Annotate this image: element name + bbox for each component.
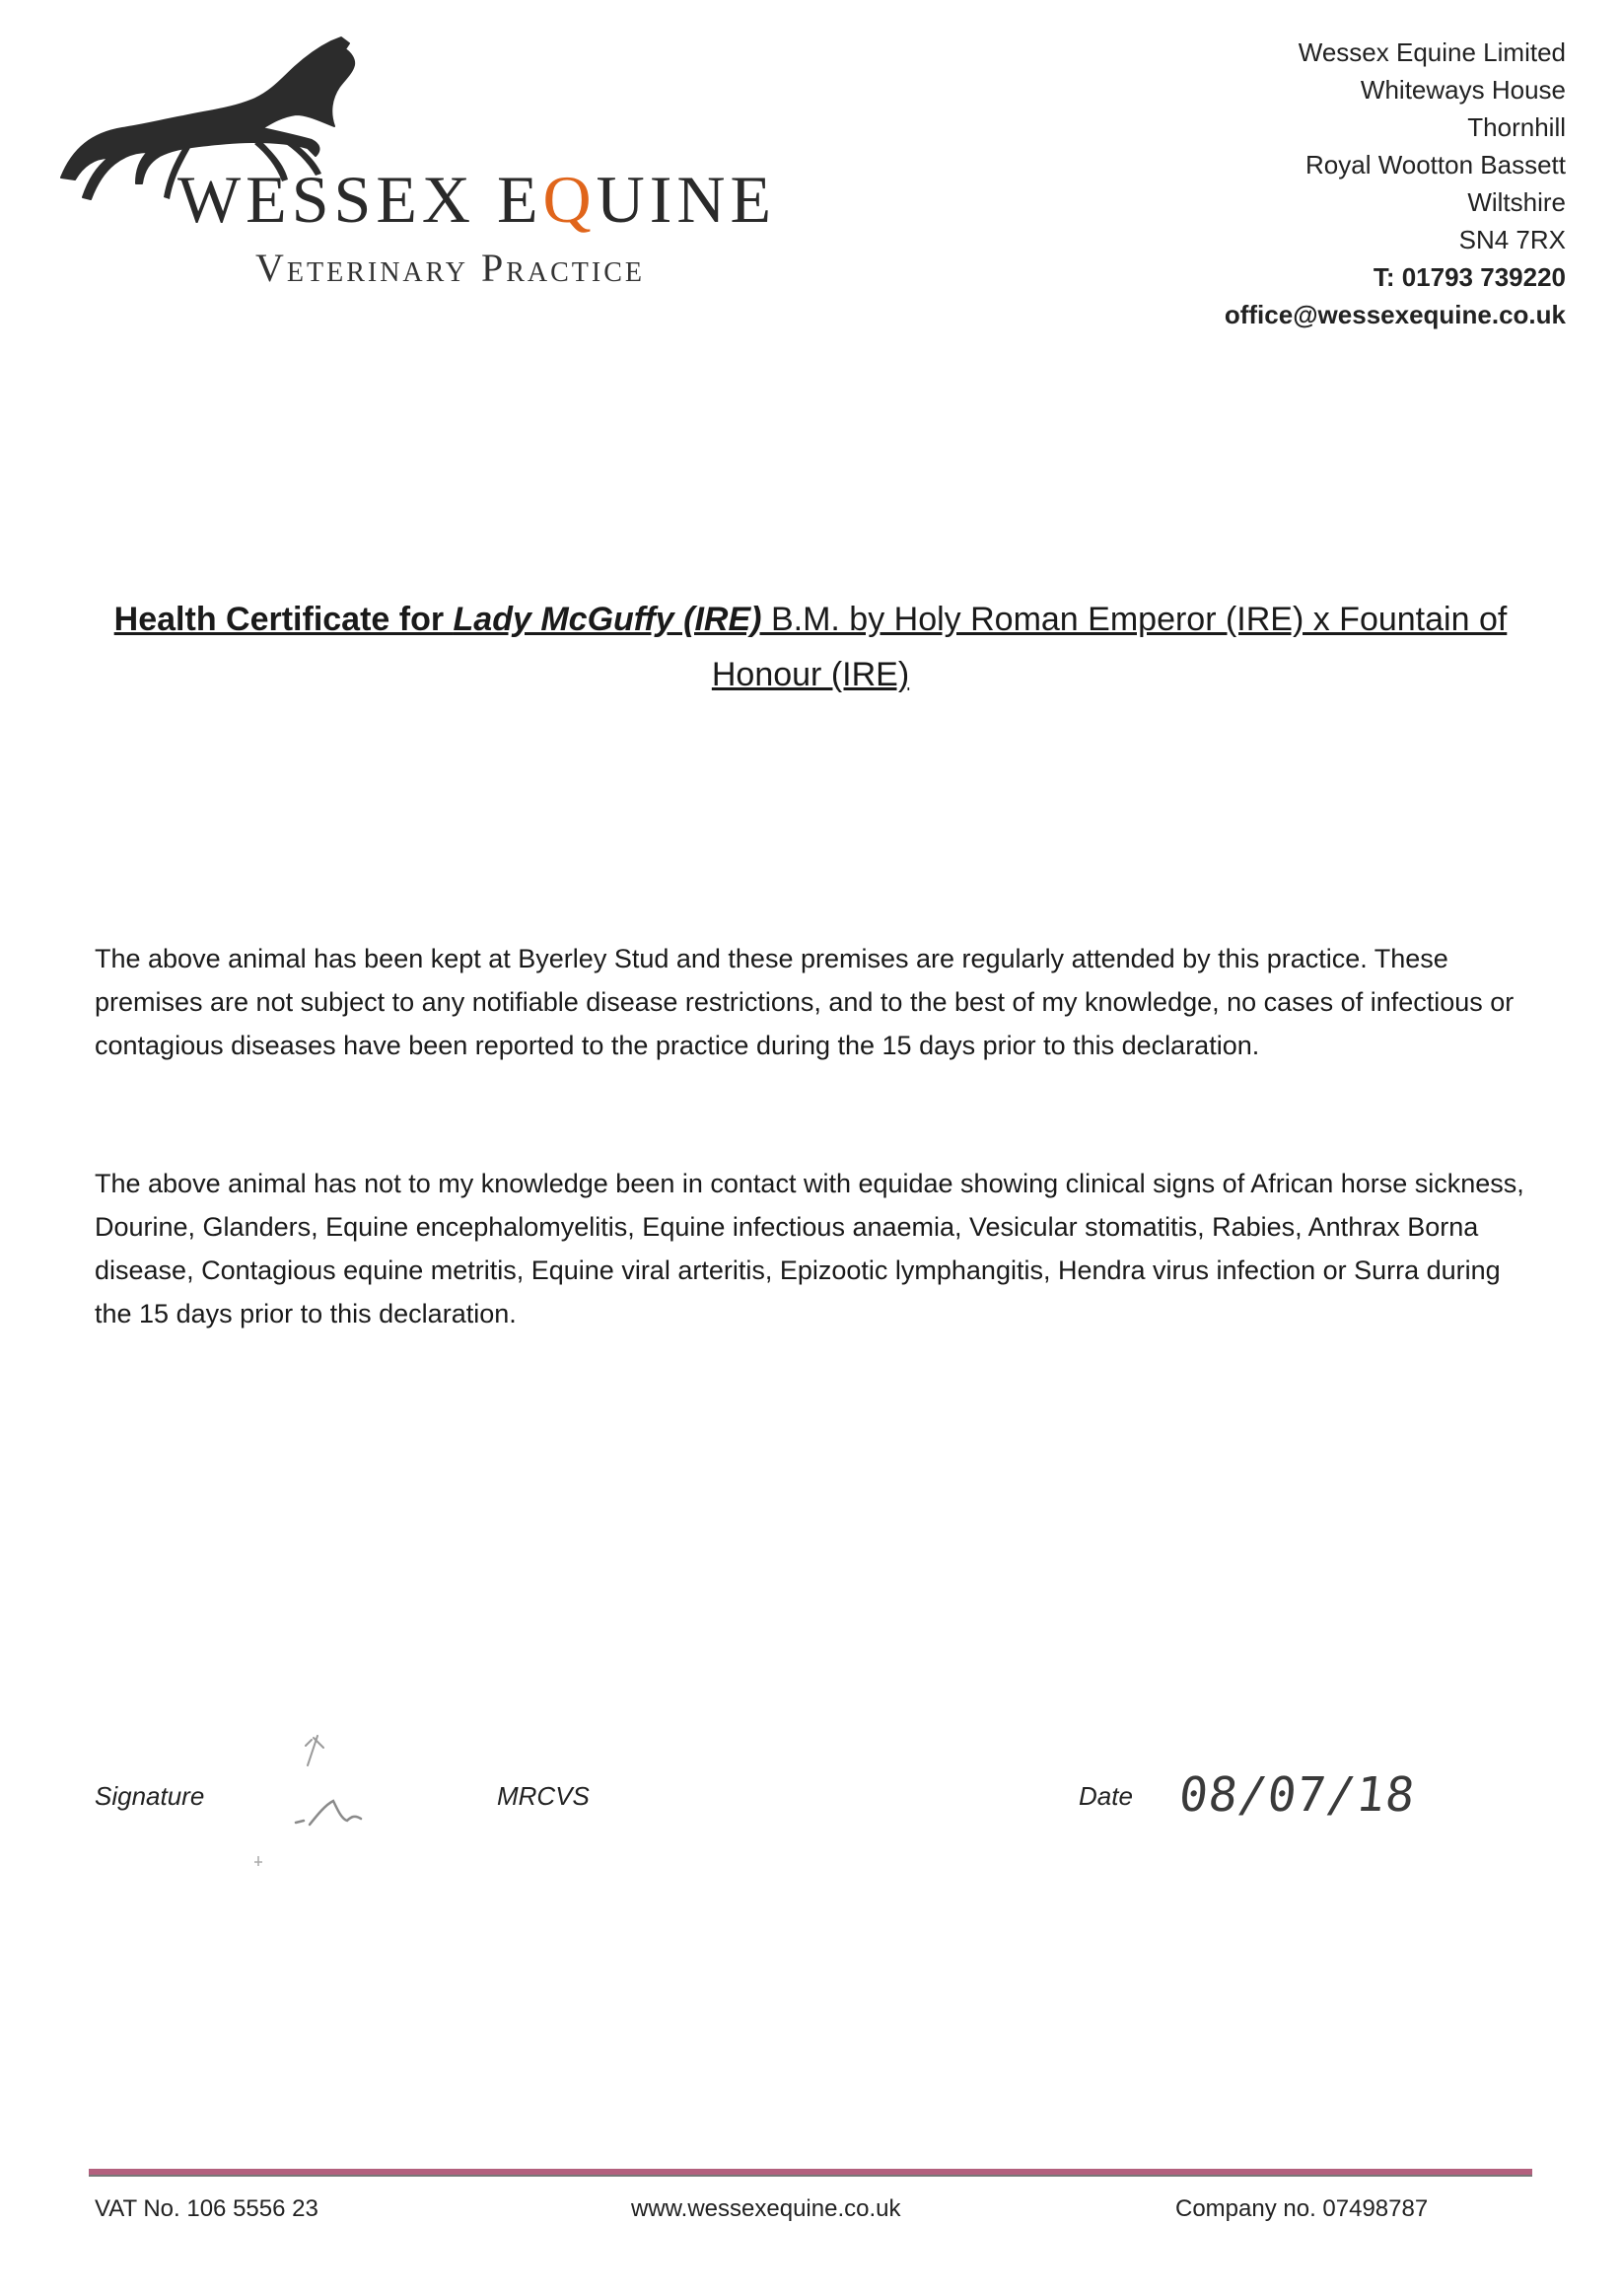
address-town: Royal Wootton Bassett — [1305, 150, 1566, 179]
logo-title: WESSEX EQUINE — [177, 162, 777, 237]
address-postcode: SN4 7RX — [1458, 225, 1566, 254]
logo-subtitle: Veterinary Practice — [255, 246, 646, 290]
company-number: Company no. 07498787 — [1175, 2195, 1429, 2222]
address-building: Whiteways House — [1360, 75, 1566, 105]
footer-divider — [89, 2169, 1532, 2177]
phone-number: T: 01793 739220 — [1373, 262, 1566, 292]
handwritten-date: 08/07/18 — [1176, 1767, 1419, 1823]
vat-number: VAT No. 106 5556 23 — [95, 2195, 318, 2222]
practice-logo — [53, 30, 803, 290]
certificate-title — [99, 592, 1522, 702]
declaration-paragraph-premises: The above animal has been kept at Byerley Stud and these premises are regularly attended by this practice. These premises are not subject to any notifiable disease restrictions, and to the best of my knowledge, no cases of infectious or contagious diseases have been reported to the practice during the 15 days prior to this declaration. — [95, 944, 1515, 1060]
title-breeding: B.M. by Holy Roman Emperor (IRE) x Fountain of Honour (IRE) — [711, 601, 1508, 693]
handwritten-signature — [248, 1726, 387, 1874]
website-link[interactable]: www.wessexequine.co.uk — [631, 2195, 901, 2222]
company-name: Wessex Equine Limited — [1298, 37, 1566, 67]
horse-name: Lady McGuffy (IRE) — [453, 601, 762, 638]
date-label: Date — [1079, 1781, 1133, 1811]
address-county: Wiltshire — [1467, 187, 1566, 217]
address-block — [1225, 34, 1566, 333]
title-prefix: Health Certificate for — [113, 601, 454, 638]
mrcvs-label: MRCVS — [497, 1781, 590, 1811]
declaration-paragraph-contact: The above animal has not to my knowledge been in contact with equidae showing clinical signs of African horse sickness, Dourine, Glanders, Equine encephalomyelitis, Equine infectious anaemia, Vesicular stomatitis, Rabies, Anthrax Borna disease, Contagious equine metritis, Equine viral arteritis, Epizootic lymphangitis, Hendra virus infection or Surra during the 15 days prior to this declaration. — [95, 1169, 1524, 1328]
email-address: office@wessexequine.co.uk — [1224, 300, 1566, 329]
signature-label: Signature — [95, 1781, 205, 1811]
address-area: Thornhill — [1467, 112, 1566, 142]
